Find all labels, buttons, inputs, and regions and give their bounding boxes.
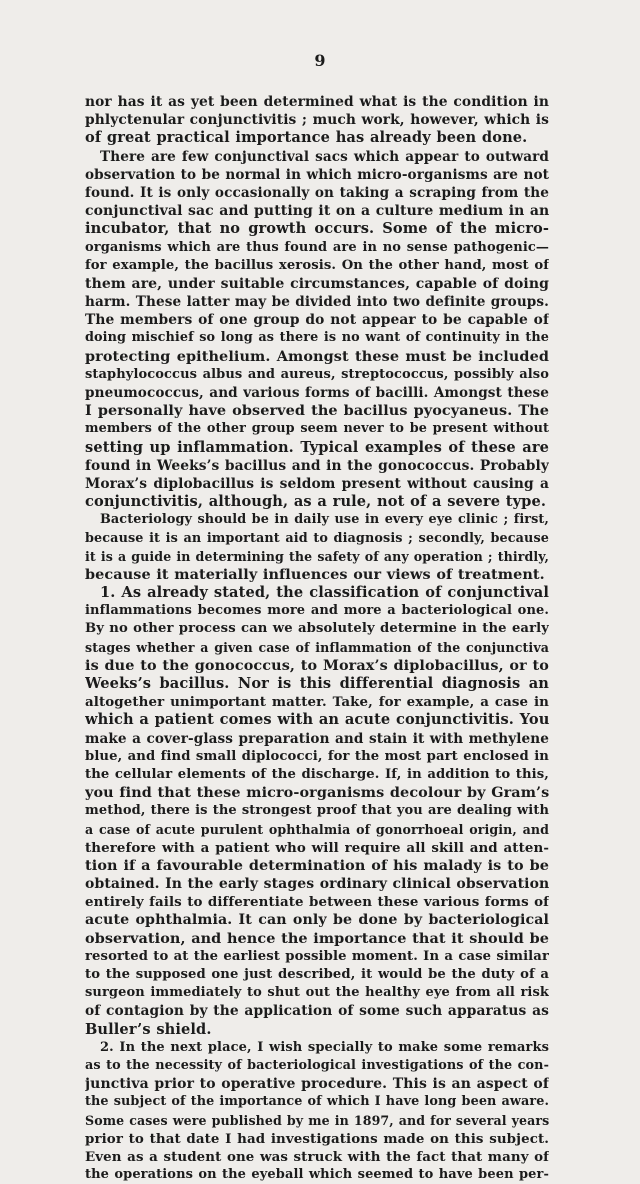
text-line: it is a guide in determining the safety of any operation ; thirdly, <box>85 548 549 564</box>
text-line: because it is an important aid to diagnosis ; secondly, because <box>85 530 549 546</box>
text-line: the cellular elements of the discharge. If, in addition to this, <box>85 766 549 782</box>
text-line: inflammations becomes more and more a bacteriological one. <box>85 603 549 619</box>
text-line: for example, the bacillus xerosis. On the other hand, most of <box>85 257 549 273</box>
text-line: There are few conjunctival sacs which appear to outward <box>100 148 549 165</box>
text-line: organisms which are thus found are in no sense pathogenic— <box>85 239 549 255</box>
text-line: junctiva prior to operative procedure. This is an aspect of <box>85 1076 549 1093</box>
text-line: Morax’s diplobacillus is seldom present without causing a <box>85 475 549 492</box>
text-line: as to the necessity of bacteriological investigations of the con- <box>85 1057 549 1073</box>
text-line: incubator, that no growth occurs. Some of the micro- <box>85 220 549 238</box>
text-line: obtained. In the early stages ordinary clinical observation <box>85 876 549 893</box>
body-text <box>85 93 549 1184</box>
text-line: tion if a favourable determination of his malady is to be <box>85 856 549 874</box>
text-line: The members of one group do not appear to be capable of <box>85 312 549 329</box>
text-line: stages whether a given case of inflammation of the conjunctiva <box>85 639 549 655</box>
text-line: I personally have observed the bacillus pyocyaneus. The <box>85 402 549 420</box>
text-line: harm. These latter may be divided into two definite groups. <box>85 294 549 311</box>
text-line: altogether unimportant matter. Take, for example, a case in <box>85 694 549 711</box>
text-line: surgeon immediately to shut out the healthy eye from all risk <box>85 985 549 1001</box>
text-line: Some cases were published by me in 1897, and for several years <box>85 1112 549 1128</box>
text-line: of great practical importance has already been done. <box>85 129 528 147</box>
text-line: conjunctival sac and putting it on a culture medium in an <box>85 203 549 220</box>
text-line: the operations on the eyeball which seemed to have been per- <box>85 1167 549 1183</box>
text-line: prior to that date I had investigations made on this subject. <box>85 1130 549 1147</box>
text-line: because it materially influences our views of treatment. <box>85 565 545 583</box>
text-line: Bacteriology should be in daily use in every eye clinic ; first, <box>100 512 549 528</box>
text-line: setting up inflammation. Typical examples of these are <box>85 438 549 456</box>
text-line: nor has it as yet been determined what is the condition in <box>85 94 549 110</box>
text-line: pneumococcus, and various forms of bacilli. Amongst these <box>85 385 549 401</box>
text-line: make a cover-glass preparation and stain it with methylene <box>85 730 549 747</box>
text-line: is due to the gonococcus, to Morax’s diplobacillus, or to <box>85 656 549 674</box>
text-line: Even as a student one was struck with the fact that many of <box>85 1148 549 1165</box>
text-line: observation to be normal in which micro-organisms are not <box>85 166 549 183</box>
text-line: found in Weeks’s bacillus and in the gonococcus. Probably <box>85 457 549 474</box>
text-line: method, there is the strongest proof that you are dealing with <box>85 803 549 819</box>
text-line: which a patient comes with an acute conjunctivitis. You <box>85 711 549 729</box>
text-line: to the supposed one just described, it would be the duty of a <box>85 967 549 982</box>
text-line: conjunctivitis, although, as a rule, not of a severe type. <box>85 493 547 511</box>
text-line: By no other process can we absolutely determine in the early <box>85 621 549 637</box>
text-line: doing mischief so long as there is no want of continuity in the <box>85 330 549 346</box>
text-line: them are, under suitable circumstances, capable of doing <box>85 275 549 292</box>
text-line: resorted to at the earliest possible moment. In a case similar <box>85 948 549 964</box>
text-line: staphylococcus albus and aureus, streptococcus, possibly also <box>85 366 549 382</box>
text-line: a case of acute purulent ophthalmia of gonorrhoeal origin, and <box>85 821 549 837</box>
text-line: phlyctenular conjunctivitis ; much work, however, which is <box>85 112 549 129</box>
text-line: Weeks’s bacillus. Nor is this differential diagnosis an <box>85 675 549 692</box>
text-line: the subject of the importance of which I have long been aware. <box>85 1094 549 1110</box>
text-line: protecting epithelium. Amongst these must be included <box>85 347 549 365</box>
text-line: members of the other group seem never to be present without <box>85 421 549 437</box>
text-line: 2. In the next place, I wish specially to make some remarks <box>100 1039 549 1055</box>
text-line: blue, and find small diplococci, for the most part enclosed in <box>85 748 549 764</box>
text-line: acute ophthalmia. It can only be done by bacteriological <box>85 912 549 929</box>
text-line: found. It is only occasionally on taking a scraping from the <box>85 184 549 201</box>
text-line: observation, and hence the importance that it should be <box>85 929 549 947</box>
text-line: of contagion by the application of some such apparatus as <box>85 1003 549 1020</box>
text-line: therefore with a patient who will require all skill and atten- <box>85 839 549 856</box>
text-line: you find that these micro-organisms decolour by Gram’s <box>85 784 549 802</box>
page-number: 9 <box>314 51 326 70</box>
text-line: Buller’s shield. <box>85 1020 212 1038</box>
text-line: 1. As already stated, the classification of conjunctival <box>100 584 549 602</box>
text-line: entirely fails to differentiate between these various forms of <box>85 894 549 911</box>
